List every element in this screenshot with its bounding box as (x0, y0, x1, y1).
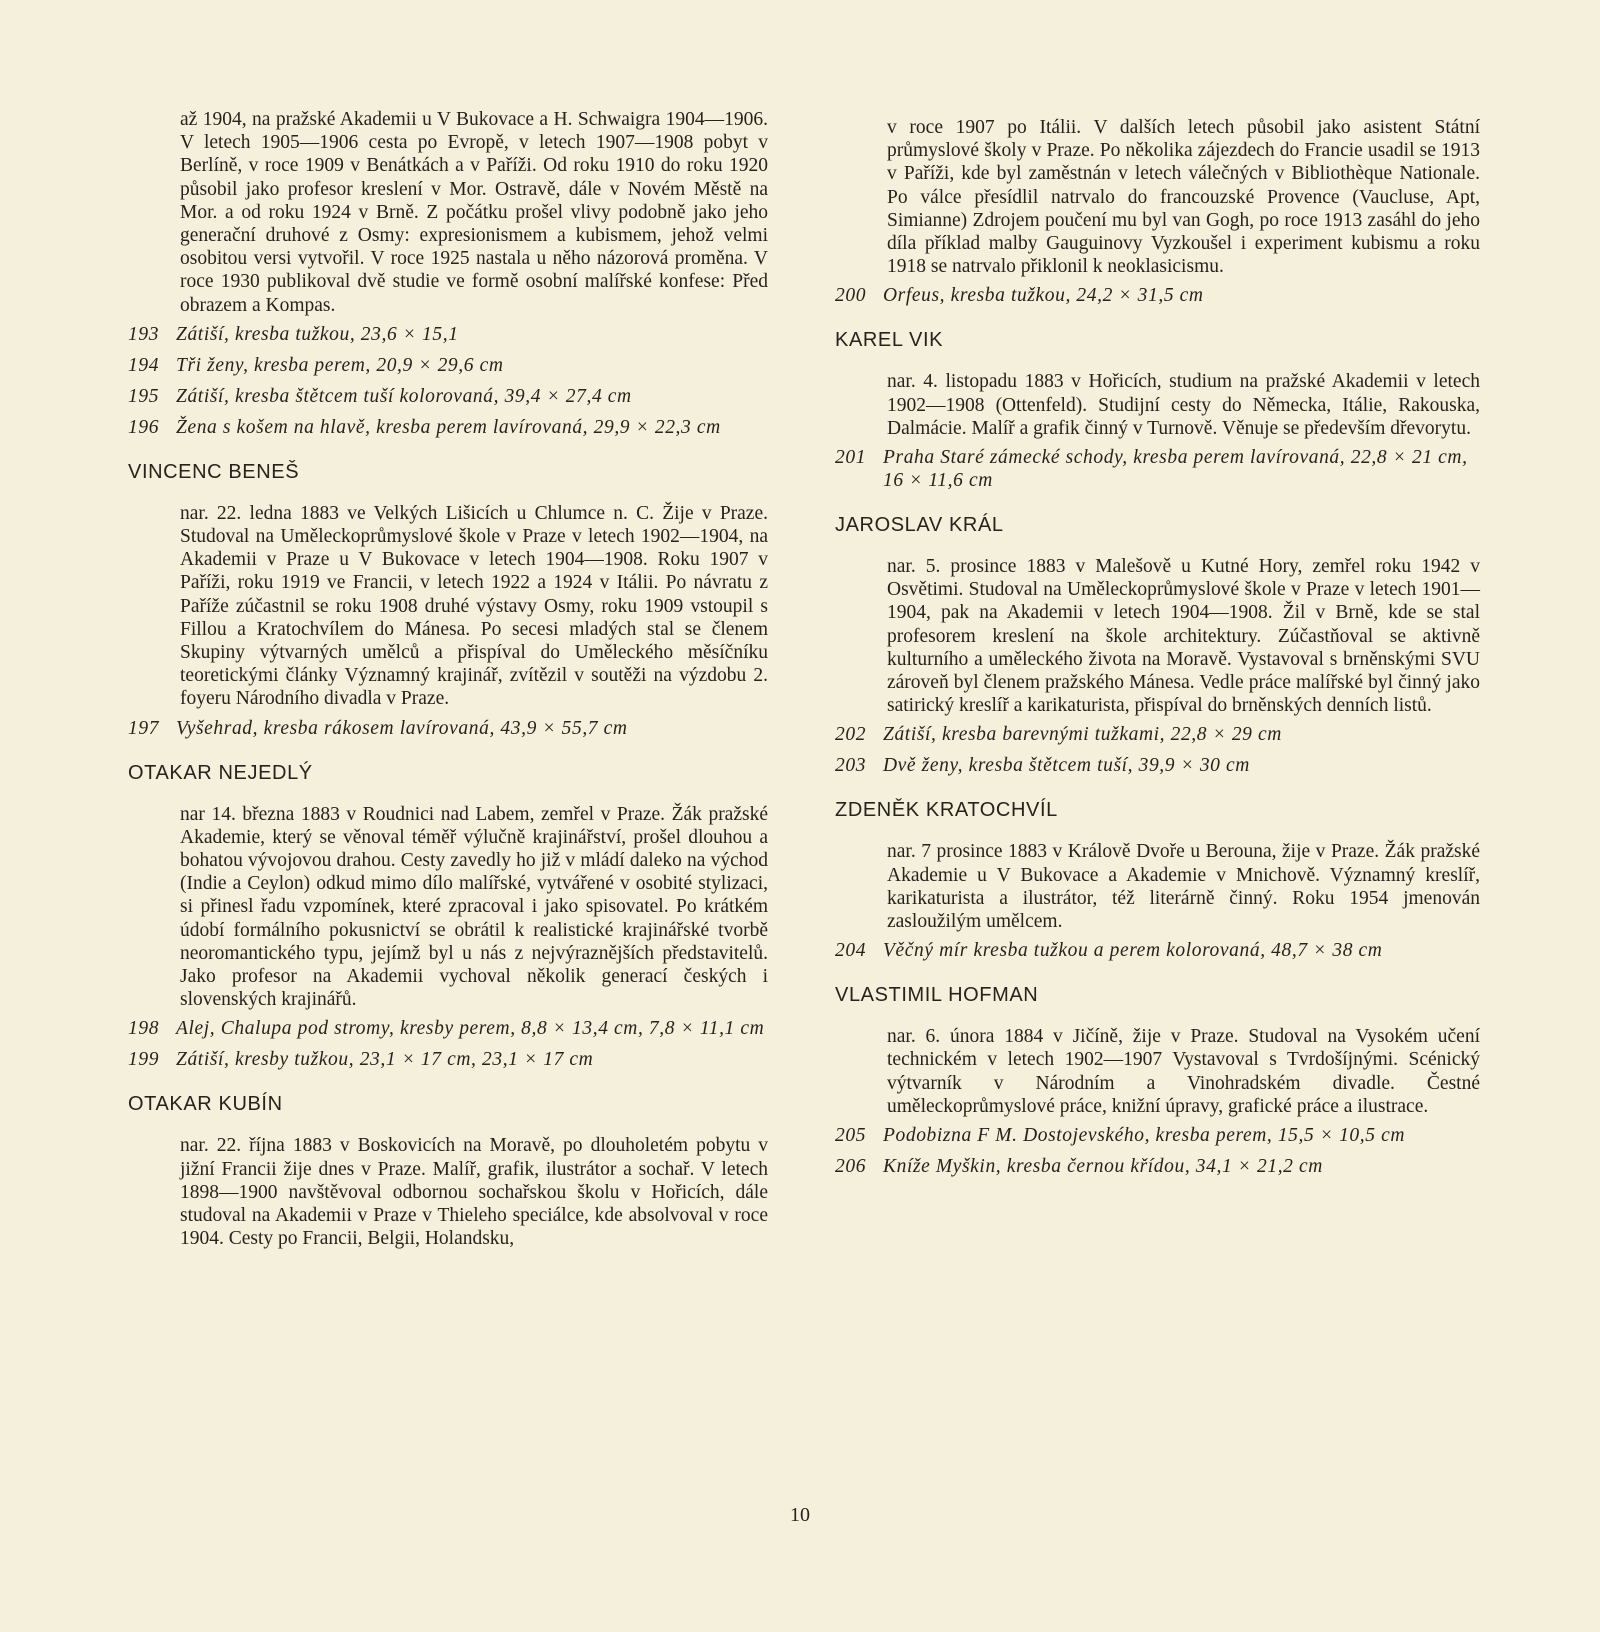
bio-text: nar. 22. října 1883 v Boskovicích na Moravě, po dlouholetém pobytu v jižní Francii žije dnes v Praze. Malíř, grafik, ilustrátor a sochař. V letech 1898—1900 navštěvoval odbornou sochařskou školu v Hořicích, dále studoval na Akademii v Praze v Thieleho speciálce, kde absolvoval v roce 1904. Cesty po Francii, Belgii, Holandsku, (180, 1135, 768, 1250)
catalog-item (835, 1124, 1480, 1147)
item-description: Vyšehrad, kresba rákosem lavírovaná, 43,9 × 55,7 cm (176, 717, 628, 739)
catalog-item (835, 723, 1480, 746)
item-number: 201 (835, 447, 867, 469)
catalog-item (835, 446, 1480, 492)
item-description: Zátiší, kresby tužkou, 23,1 × 17 cm, 23,1 × 17 cm (176, 1049, 594, 1071)
item-description: Alej, Chalupa pod stromy, kresby perem, 8,8 × 13,4 cm, 7,8 × 11,1 cm (176, 1018, 765, 1040)
artist-heading: VLASTIMIL HOFMAN (835, 984, 1039, 1007)
item-description: Věčný mír kresba tužkou a perem kolorovaná, 48,7 × 38 cm (883, 940, 1383, 962)
item-description: Zátiší, kresba barevnými tužkami, 22,8 × 29 cm (883, 724, 1282, 746)
right-column (835, 116, 1480, 1186)
catalog-item (128, 717, 768, 740)
item-description: Žena s košem na hlavě, kresba perem lavírovaná, 29,9 × 22,3 cm (176, 416, 721, 438)
bio-text: nar. 22. ledna 1883 ve Velkých Lišicích u Chlumce n. C. Žije v Praze. Studoval na Uměleckoprůmyslové škole v Praze v letech 1902—1904, na Akademii v Praze u V Bukovace v letech 1904—1908. Roku 1907 v Paříži, roku 1919 ve Francii, v letech 1922 a 1924 v Itálii. Po návratu z Paříže zúčastnil se roku 1908 druhé výstavy Osmy, roku 1909 vstoupil s Fillou a Kratochvílem do Mánesa. Po secesi mladých stal se členem Skupiny výtvarných umělců a přispíval do Uměleckého měsíčníku teoretickými články Významný krajinář, zvítězil v soutěži na výzdobu 2. foyeru Národního divadla v Praze. (180, 502, 768, 710)
catalog-item (128, 323, 768, 346)
item-number: 204 (835, 940, 867, 962)
bio-text: v roce 1907 po Itálii. V dalších letech působil jako asistent Státní průmyslové školy v Praze. Po několika zájezdech do Francie usadil se 1913 v Paříži, kde byl zaměstnán v letech válečných v Bibliothèque Nationale. Po válce přesídlil natrvalo do francouzské Provence (Vaucluse, Apt, Simianne) Zdrojem poučení mu byl van Gogh, po roce 1913 zasáhl do jeho díla příklad malby Gauguinovy Vyzkoušel i experiment kubismu a roku 1918 se natrvalo přiklonil k neoklasicismu. (887, 117, 1480, 278)
catalog-item (835, 754, 1480, 777)
catalog-item (128, 1048, 768, 1071)
item-description: Tři ženy, kresba perem, 20,9 × 29,6 cm (176, 354, 504, 376)
item-number: 195 (128, 385, 160, 407)
catalog-item (128, 385, 768, 408)
item-number: 198 (128, 1018, 160, 1040)
bio-text: nar. 7 prosince 1883 v Králově Dvoře u Berouna, žije v Praze. Žák pražské Akademie u V Bukovace a Akademie v Mnichově. Významný kreslíř, karikaturista a ilustrátor, též literárně činný. Roku 1954 jmenován zasloužilým umělcem. (887, 841, 1480, 933)
item-number: 206 (835, 1156, 867, 1178)
item-description: Orfeus, kresba tužkou, 24,2 × 31,5 cm (883, 285, 1204, 307)
artist-heading: KAREL VIK (835, 329, 944, 352)
catalog-item (835, 284, 1480, 307)
bio-text: až 1904, na pražské Akademii u V Bukovace a H. Schwaigra 1904—1906. V letech 1905—1906 cesta po Evropě, v letech 1907—1908 pobyt v Berlíně, v roce 1909 v Benátkách a v Paříži. Od roku 1910 do roku 1920 působil jako profesor kreslení v Mor. Ostravě, dále v Novém Městě na Mor. a od roku 1924 v Brně. Z počátku prošel vlivy podobně jako jeho generační druhové z Osmy: expresionismem a kubismem, jehož velmi osobitou versi vytvořil. V roce 1925 nastala u něho názorová proměna. V roce 1930 publikoval dvě studie ve formě osobní malířské konfese: Před obrazem a Kompas. (180, 109, 768, 316)
item-number: 193 (128, 323, 160, 345)
item-number: 196 (128, 416, 160, 438)
catalog-item (128, 354, 768, 377)
item-number: 202 (835, 724, 867, 746)
artist-heading: OTAKAR NEJEDLÝ (128, 761, 313, 784)
item-number: 203 (835, 755, 867, 777)
bio-text: nar. 6. února 1884 v Jičíně, žije v Praze. Studoval na Vysokém učení technickém v letech 1902—1907 Vystavoval s Tvrdošíjnými. Scénický výtvarník v Národním a Vinohradském divadle. Čestné uměleckoprůmyslové práce, knižní úpravy, grafické práce a ilustrace. (887, 1026, 1480, 1117)
item-number: 205 (835, 1125, 867, 1147)
item-description: Dvě ženy, kresba štětcem tuší, 39,9 × 30 cm (883, 755, 1250, 777)
item-description: Kníže Myškin, kresba černou křídou, 34,1 × 21,2 cm (883, 1156, 1323, 1178)
artist-heading: VINCENC BENEŠ (128, 460, 300, 483)
artist-heading: ZDENĚK KRATOCHVÍL (835, 799, 1058, 822)
item-number: 197 (128, 717, 160, 739)
item-number: 199 (128, 1049, 160, 1071)
catalog-item (128, 1017, 768, 1040)
page-number: 10 (790, 1504, 810, 1526)
catalog-item (835, 939, 1480, 962)
item-description: Podobizna F M. Dostojevského, kresba perem, 15,5 × 10,5 cm (883, 1125, 1406, 1147)
bio-text: nar. 4. listopadu 1883 v Hořicích, studium na pražské Akademii v letech 1902—1908 (Ottenfeld). Studijní cesty do Německa, Itálie, Rakouska, Dalmácie. Malíř a grafik činný v Turnově. Věnuje se především dřevorytu. (887, 371, 1480, 439)
catalog-item (835, 1155, 1480, 1178)
catalog-item (128, 416, 768, 439)
item-number: 194 (128, 354, 160, 376)
left-column (128, 108, 768, 1255)
artist-heading: OTAKAR KUBÍN (128, 1093, 283, 1116)
item-description: Zátiší, kresba tužkou, 23,6 × 15,1 (176, 323, 459, 345)
bio-text: nar. 5. prosince 1883 v Malešově u Kutné Hory, zemřel roku 1942 v Osvětimi. Studoval na Uměleckoprůmyslové škole v Praze v letech 1901—1904, pak na Akademii v letech 1904—1908. Žil v Brně, kde se stal profesorem kreslení na škole architektury. Zúčastňoval se aktivně kulturního a uměleckého života na Moravě. Vystavoval s brněnskými SVU zároveň byl členem pražského Mánesa. Vedle práce malířské byl činný jako satirický kreslíř a karikaturista, přispíval do brněnských denních listů. (887, 556, 1480, 717)
bio-text: nar 14. března 1883 v Roudnici nad Labem, zemřel v Praze. Žák pražské Akademie, který se věnoval téměř výlučně krajinářství, prošel dlouhou a bohatou vývojovou drahou. Cesty zavedly ho již v mládí daleko na východ (Indie a Ceylon) odkud mimo dílo malířské, vytvářené v osobité stylizaci, si přinesl řadu vzpomínek, které zpracoval i jako spisovatel. Po krátkém údobí formálního pokusnictví se obrátil k realistické krajinářské tvorbě neoromantického typu, jejímž byl u nás z nejvýraznějších představitelů. Jako profesor na Akademii vychoval několik generací českých i slovenských krajinářů. (180, 803, 768, 1011)
item-number: 200 (835, 285, 867, 307)
item-description: Zátiší, kresba štětcem tuší kolorovaná, 39,4 × 27,4 cm (176, 385, 632, 407)
item-description: Praha Staré zámecké schody, kresba perem lavírovaná, 22,8 × 21 cm, 16 × 11,6 cm (883, 447, 1468, 492)
artist-heading: JAROSLAV KRÁL (835, 514, 1004, 537)
